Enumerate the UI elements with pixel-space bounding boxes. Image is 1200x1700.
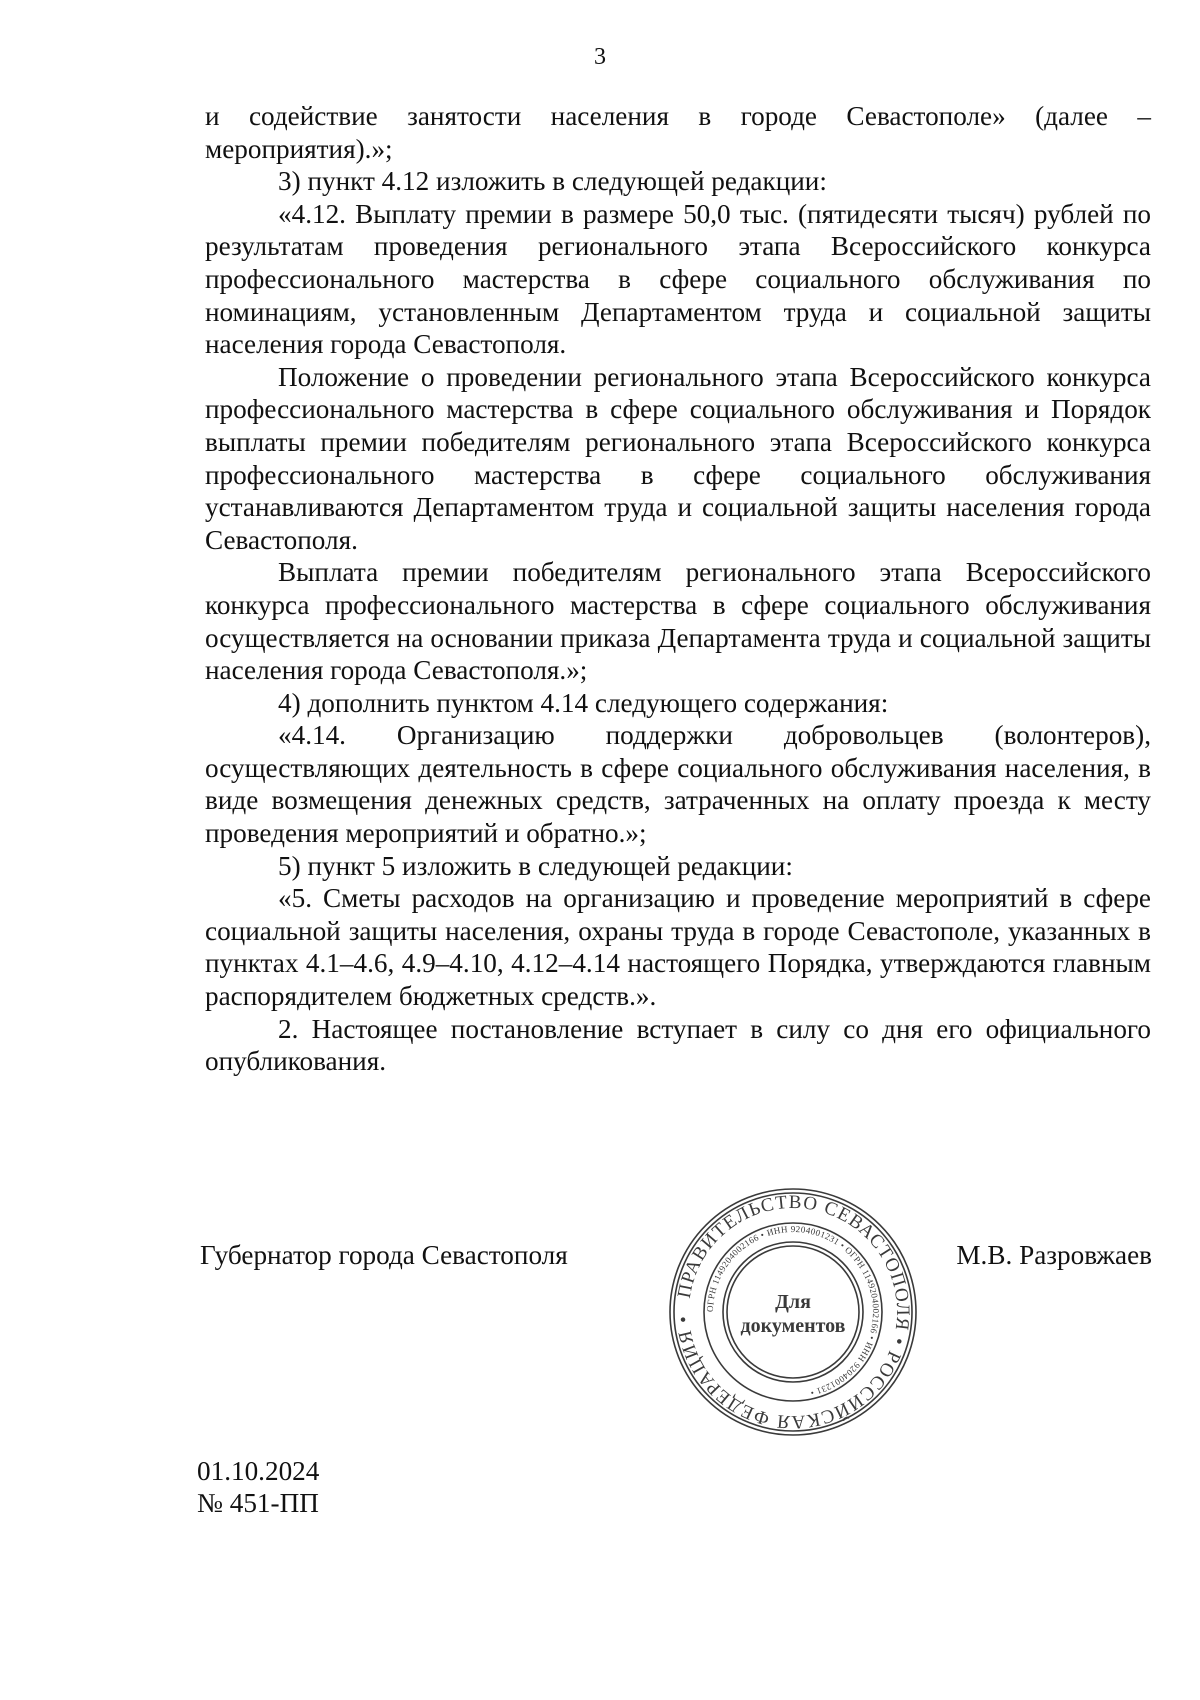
paragraph: «4.14. Организацию поддержки добровольцев (волонтеров), осуществляющих деятельность в сфере социального обслуживания населения, в виде возмещения денежных средств, затраченных на оплату проезда к месту проведения мероприятий и обратно.»; xyxy=(205,720,1151,849)
document-date: 01.10.2024 xyxy=(197,1456,320,1486)
signatory-title: Губернатор города Севастополя xyxy=(200,1240,568,1270)
paragraph: 2. Настоящее постановление вступает в силу со дня его официального опубликования. xyxy=(205,1013,1151,1077)
paragraph: «5. Сметы расходов на организацию и проведение мероприятий в сфере социальной защиты населения, охраны труда в городе Севастополе, указанных в пунктах 4.1–4.6, 4.9–4.10, 4.12–4.14 настоящего Порядка, утверждаются главным распорядителем бюджетных средств.». xyxy=(205,883,1151,1012)
paragraph: 4) дополнить пунктом 4.14 следующего содержания: xyxy=(278,687,889,718)
paragraph: и содействие занятости населения в городе Севастополе» (далее – мероприятия).»; xyxy=(205,101,1151,164)
paragraph: 5) пункт 5 изложить в следующей редакции: xyxy=(278,850,793,881)
paragraph: 3) пункт 4.12 изложить в следующей редакции: xyxy=(278,166,827,197)
signatory-name: М.В. Разровжаев xyxy=(956,1240,1152,1270)
document-body xyxy=(205,100,1151,1078)
paragraph: Положение о проведении регионального этапа Всероссийского конкурса профессионального мастерства в сфере социального обслуживания и Порядок выплаты премии победителям регионального этапа Всероссийского конкурса профессионального мастерства в сфере социального обслуживания устанавливаются Департаментом труда и социальной защиты населения города Севастополя. xyxy=(205,361,1151,555)
paragraph: Выплата премии победителям регионального этапа Всероссийского конкурса профессионального мастерства в сфере социального обслуживания осуществляется на основании приказа Департамента труда и социальной защиты населения города Севастополя.»; xyxy=(205,557,1151,686)
stamp-inner-text: ОГРН 1149204002166 • ИНН 9204001231 • ОГРН 1149204002166 • ИНН 9204001231 • xyxy=(704,1223,882,1399)
official-seal-stamp xyxy=(667,1186,919,1438)
page-number: 3 xyxy=(594,44,606,70)
document-meta xyxy=(197,1455,319,1519)
stamp-center-line1: Для xyxy=(775,1291,811,1313)
paragraph: «4.12. Выплату премии в размере 50,0 тыс. (пятидесяти тысяч) рублей по результатам проведения регионального этапа Всероссийского конкурса профессионального мастерства в сфере социального обслуживания по номинациям, установленным Департаментом труда и социальной защиты населения города Севастополя. xyxy=(205,198,1151,360)
stamp-outer-text: ПРАВИТЕЛЬСТВО СЕВАСТОПОЛЯ • РОССИЙСКАЯ ФЕДЕРАЦИЯ • xyxy=(672,1191,914,1433)
stamp-center-line2: документов xyxy=(740,1315,846,1337)
document-number: № 451-ПП xyxy=(197,1488,319,1518)
